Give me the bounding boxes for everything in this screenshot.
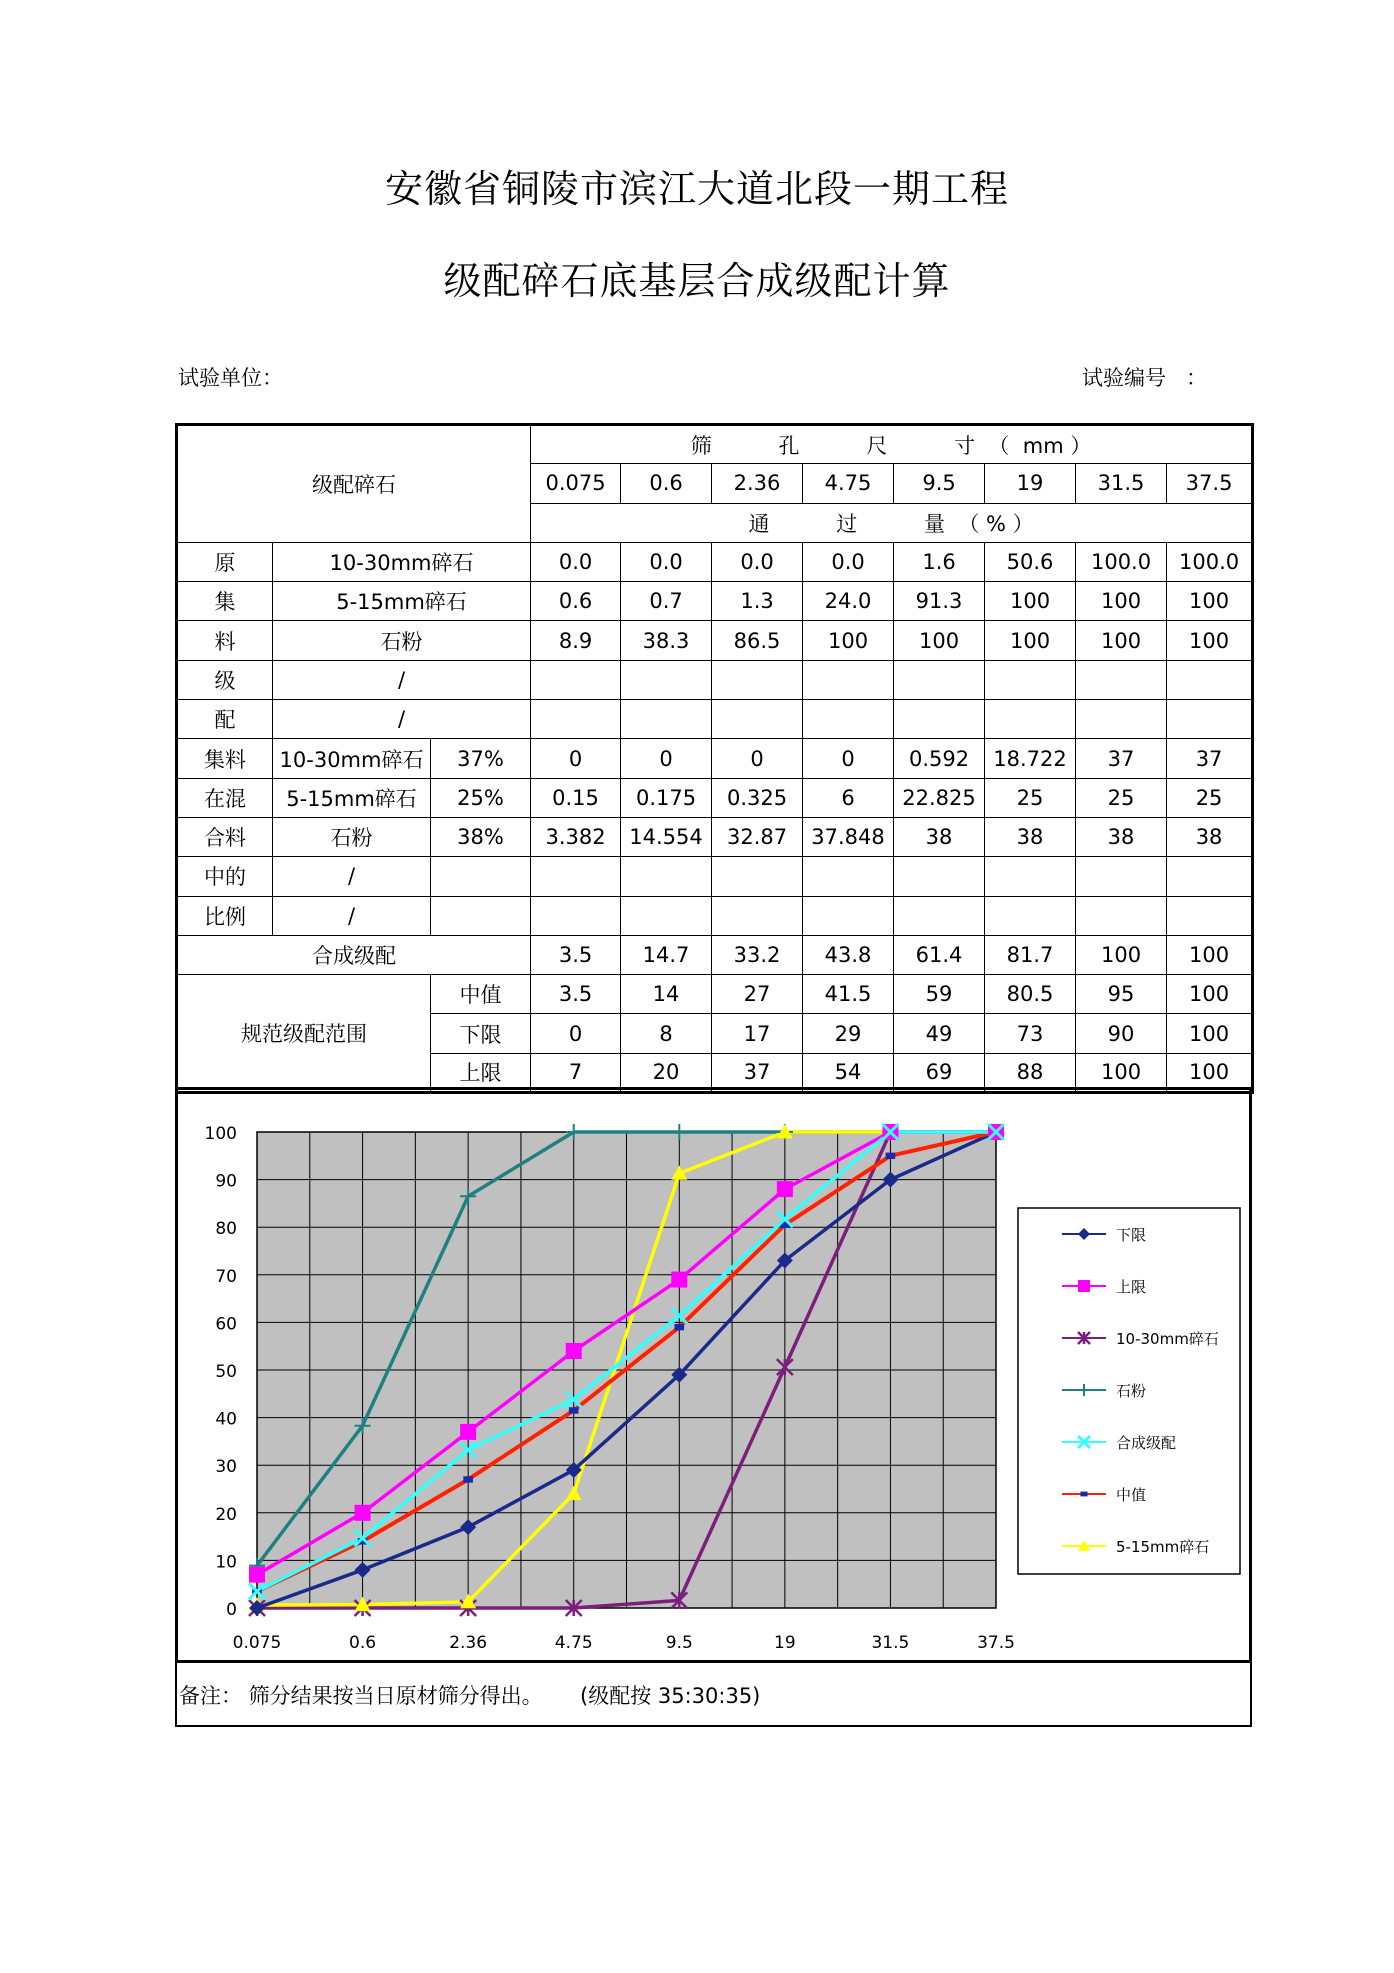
data-point — [249, 1567, 265, 1583]
value-cell: 25 — [1076, 778, 1167, 817]
mix-group-label: 合料 — [177, 817, 273, 856]
data-point — [671, 1272, 687, 1288]
value-cell: 61.4 — [894, 935, 985, 974]
value-cell: 81.7 — [985, 935, 1076, 974]
raw-material-row — [177, 660, 1253, 699]
value-cell: 1.6 — [894, 542, 985, 581]
value-cell: 100 — [1167, 1053, 1253, 1092]
x-tick-label: 9.5 — [665, 1633, 693, 1653]
test-number-label: 试验编号 ： — [1082, 366, 1208, 390]
sieve-size-cell: 0.6 — [621, 464, 712, 503]
value-cell: 14.7 — [621, 935, 712, 974]
value-cell — [531, 700, 621, 739]
ratio-cell: 38% — [431, 817, 531, 856]
y-tick-label: 20 — [215, 1504, 237, 1525]
value-cell — [621, 896, 712, 935]
value-cell: 100 — [1167, 621, 1253, 660]
legend-marker — [1080, 1492, 1087, 1497]
y-tick-label: 30 — [215, 1457, 237, 1478]
data-point — [777, 1181, 793, 1197]
value-cell: 22.825 — [894, 778, 985, 817]
y-tick-label: 50 — [215, 1362, 237, 1382]
gradation-chart — [178, 1090, 1249, 1660]
value-cell: 1.3 — [712, 582, 803, 621]
mix-group-label: 在混 — [177, 778, 273, 817]
value-cell: 100 — [985, 582, 1076, 621]
value-cell: 18.722 — [985, 739, 1076, 778]
value-cell — [803, 660, 894, 699]
value-cell: 0.7 — [621, 582, 712, 621]
value-cell: 38 — [1167, 817, 1253, 856]
value-cell: 0.592 — [894, 739, 985, 778]
material-name: / — [273, 857, 431, 896]
legend-label: 合成级配 — [1116, 1434, 1177, 1452]
value-cell: 88 — [985, 1053, 1076, 1092]
value-cell: 37 — [712, 1053, 803, 1092]
ratio-cell: 37% — [431, 739, 531, 778]
legend-label: 下限 — [1116, 1226, 1147, 1244]
value-cell: 100 — [1167, 975, 1253, 1014]
value-cell — [712, 660, 803, 699]
value-cell: 49 — [894, 1014, 985, 1053]
raw-material-row — [177, 582, 1253, 621]
data-point — [886, 1153, 896, 1159]
value-cell: 14 — [621, 975, 712, 1014]
raw-group-label: 原 — [177, 542, 273, 581]
value-cell: 37 — [1167, 739, 1253, 778]
value-cell: 50.6 — [985, 542, 1076, 581]
legend-label: 中值 — [1116, 1486, 1147, 1504]
value-cell: 17 — [712, 1014, 803, 1053]
mix-ratio-row — [177, 778, 1253, 817]
mix-group-label: 比例 — [177, 896, 273, 935]
value-cell: 100 — [894, 621, 985, 660]
gradation-chart-frame — [175, 1087, 1252, 1663]
sieve-size-cell: 0.075 — [531, 464, 621, 503]
raw-material-row — [177, 621, 1253, 660]
y-tick-label: 0 — [226, 1600, 237, 1620]
value-cell — [1167, 660, 1253, 699]
combined-row — [177, 935, 1253, 974]
value-cell: 100 — [1076, 582, 1167, 621]
value-cell: 0.0 — [621, 542, 712, 581]
test-unit-label: 试验单位： — [178, 366, 283, 390]
value-cell: 14.554 — [621, 817, 712, 856]
value-cell — [894, 700, 985, 739]
spec-row-name: 中值 — [431, 975, 531, 1014]
document-title: 安徽省铜陵市滨江大道北段一期工程 — [384, 167, 1009, 211]
value-cell: 90 — [1076, 1014, 1167, 1053]
x-tick-label: 2.36 — [449, 1633, 488, 1653]
value-cell — [985, 660, 1076, 699]
value-cell — [531, 896, 621, 935]
value-cell: 80.5 — [985, 975, 1076, 1014]
value-cell: 25 — [985, 778, 1076, 817]
sieve-size-header: 筛 孔 尺 寸 （ mm ） — [531, 425, 1253, 464]
spec-row-name: 上限 — [431, 1053, 531, 1092]
value-cell: 41.5 — [803, 975, 894, 1014]
data-point — [460, 1424, 476, 1440]
value-cell — [1076, 896, 1167, 935]
x-tick-label: 19 — [774, 1633, 796, 1653]
material-name: 10-30mm碎石 — [273, 739, 431, 778]
value-cell: 6 — [803, 778, 894, 817]
mix-group-label: 中的 — [177, 857, 273, 896]
y-tick-label: 10 — [215, 1552, 237, 1573]
sieve-size-cell: 37.5 — [1167, 464, 1253, 503]
raw-group-label: 料 — [177, 621, 273, 660]
value-cell — [1167, 896, 1253, 935]
value-cell: 86.5 — [712, 621, 803, 660]
value-cell — [621, 857, 712, 896]
x-tick-label: 0.075 — [232, 1633, 282, 1653]
sieve-size-cell: 19 — [985, 464, 1076, 503]
x-tick-label: 0.6 — [349, 1633, 377, 1653]
sieve-size-cell: 9.5 — [894, 464, 985, 503]
value-cell: 0.0 — [531, 542, 621, 581]
value-cell: 73 — [985, 1014, 1076, 1053]
legend-label: 5-15mm碎石 — [1116, 1538, 1210, 1556]
y-tick-label: 100 — [204, 1124, 237, 1144]
remarks-ratio: (级配按 35:30:35) — [580, 1684, 761, 1708]
spec-row — [177, 975, 1253, 1014]
value-cell: 33.2 — [712, 935, 803, 974]
data-point — [355, 1505, 371, 1521]
value-cell: 3.5 — [531, 935, 621, 974]
value-cell — [621, 700, 712, 739]
raw-group-label: 级 — [177, 660, 273, 699]
value-cell: 100 — [1167, 935, 1253, 974]
data-point — [463, 1476, 473, 1482]
y-tick-label: 60 — [215, 1314, 237, 1335]
data-point — [569, 1407, 579, 1413]
value-cell: 100 — [803, 621, 894, 660]
sieve-size-cell: 31.5 — [1076, 464, 1167, 503]
sieve-size-cell: 4.75 — [803, 464, 894, 503]
mix-ratio-row — [177, 857, 1253, 896]
value-cell — [712, 896, 803, 935]
value-cell — [621, 660, 712, 699]
value-cell: 0 — [803, 739, 894, 778]
value-cell: 0 — [531, 1014, 621, 1053]
value-cell — [985, 857, 1076, 896]
value-cell — [1167, 857, 1253, 896]
value-cell — [803, 700, 894, 739]
raw-material-row — [177, 542, 1253, 581]
value-cell: 100 — [1076, 935, 1167, 974]
value-cell: 3.382 — [531, 817, 621, 856]
value-cell: 59 — [894, 975, 985, 1014]
legend-label: 10-30mm碎石 — [1116, 1330, 1219, 1348]
combined-label: 合成级配 — [177, 935, 531, 974]
value-cell: 100 — [985, 621, 1076, 660]
legend-label: 上限 — [1116, 1278, 1147, 1296]
value-cell: 37.848 — [803, 817, 894, 856]
x-tick-label: 4.75 — [554, 1633, 593, 1653]
x-tick-label: 31.5 — [871, 1633, 910, 1653]
value-cell: 37 — [1076, 739, 1167, 778]
material-name: 10-30mm碎石 — [273, 542, 531, 581]
spec-row-name: 下限 — [431, 1014, 531, 1053]
material-name: 石粉 — [273, 817, 431, 856]
raw-group-label: 配 — [177, 700, 273, 739]
value-cell — [531, 660, 621, 699]
raw-material-row — [177, 700, 1253, 739]
value-cell: 24.0 — [803, 582, 894, 621]
value-cell: 3.5 — [531, 975, 621, 1014]
value-cell: 32.87 — [712, 817, 803, 856]
value-cell: 0 — [712, 739, 803, 778]
material-name: / — [273, 896, 431, 935]
value-cell: 0.0 — [712, 542, 803, 581]
value-cell — [1076, 700, 1167, 739]
value-cell — [894, 857, 985, 896]
data-point — [566, 1343, 582, 1359]
raw-group-label: 集 — [177, 582, 273, 621]
ratio-cell — [431, 857, 531, 896]
material-name: 5-15mm碎石 — [273, 778, 431, 817]
header-row-sieve — [177, 425, 1253, 464]
value-cell: 0.0 — [803, 542, 894, 581]
value-cell: 25 — [1167, 778, 1253, 817]
y-tick-label: 90 — [215, 1171, 237, 1192]
value-cell: 27 — [712, 975, 803, 1014]
ratio-cell — [431, 896, 531, 935]
value-cell: 7 — [531, 1053, 621, 1092]
legend-label: 石粉 — [1116, 1382, 1147, 1400]
material-name: 石粉 — [273, 621, 531, 660]
value-cell: 69 — [894, 1053, 985, 1092]
value-cell: 0 — [531, 739, 621, 778]
value-cell: 100.0 — [1076, 542, 1167, 581]
y-tick-label: 40 — [215, 1409, 237, 1430]
value-cell: 0 — [621, 739, 712, 778]
value-cell: 38 — [985, 817, 1076, 856]
ratio-cell: 25% — [431, 778, 531, 817]
value-cell: 100 — [1076, 621, 1167, 660]
value-cell — [531, 857, 621, 896]
value-cell: 0.6 — [531, 582, 621, 621]
value-cell — [1076, 660, 1167, 699]
value-cell — [803, 896, 894, 935]
y-tick-label: 70 — [215, 1266, 237, 1287]
document-subtitle: 级配碎石底基层合成级配计算 — [443, 259, 951, 303]
value-cell — [712, 700, 803, 739]
value-cell: 0.15 — [531, 778, 621, 817]
value-cell — [1076, 857, 1167, 896]
value-cell: 100.0 — [1167, 542, 1253, 581]
value-cell — [985, 896, 1076, 935]
spec-range-label: 规范级配范围 — [177, 975, 431, 1093]
legend-marker — [1078, 1280, 1090, 1292]
remarks-text: 备注： 筛分结果按当日原材筛分得出。 — [179, 1684, 543, 1708]
value-cell: 0.175 — [621, 778, 712, 817]
value-cell — [894, 896, 985, 935]
material-name: 5-15mm碎石 — [273, 582, 531, 621]
data-point — [674, 1324, 684, 1330]
sieve-size-cell: 2.36 — [712, 464, 803, 503]
x-tick-label: 37.5 — [977, 1633, 1015, 1653]
value-cell: 95 — [1076, 975, 1167, 1014]
value-cell — [894, 660, 985, 699]
material-name: / — [273, 700, 531, 739]
value-cell: 100 — [1167, 1014, 1253, 1053]
value-cell: 20 — [621, 1053, 712, 1092]
value-cell: 43.8 — [803, 935, 894, 974]
value-cell — [985, 700, 1076, 739]
passing-header: 通 过 量 （ % ） — [531, 503, 1253, 542]
value-cell: 8 — [621, 1014, 712, 1053]
corner-label: 级配碎石 — [177, 425, 531, 543]
value-cell: 100 — [1167, 582, 1253, 621]
remarks-box — [175, 1660, 1252, 1727]
value-cell: 38 — [1076, 817, 1167, 856]
mix-ratio-row — [177, 817, 1253, 856]
value-cell — [712, 857, 803, 896]
y-tick-label: 80 — [215, 1219, 237, 1240]
mix-ratio-row — [177, 896, 1253, 935]
value-cell: 100 — [1076, 1053, 1167, 1092]
material-name: / — [273, 660, 531, 699]
value-cell: 38.3 — [621, 621, 712, 660]
value-cell — [1167, 700, 1253, 739]
value-cell: 29 — [803, 1014, 894, 1053]
value-cell: 38 — [894, 817, 985, 856]
mix-group-label: 集料 — [177, 739, 273, 778]
value-cell: 91.3 — [894, 582, 985, 621]
value-cell: 54 — [803, 1053, 894, 1092]
value-cell: 0.325 — [712, 778, 803, 817]
gradation-table — [175, 423, 1254, 1094]
value-cell: 8.9 — [531, 621, 621, 660]
value-cell — [803, 857, 894, 896]
mix-ratio-row — [177, 739, 1253, 778]
